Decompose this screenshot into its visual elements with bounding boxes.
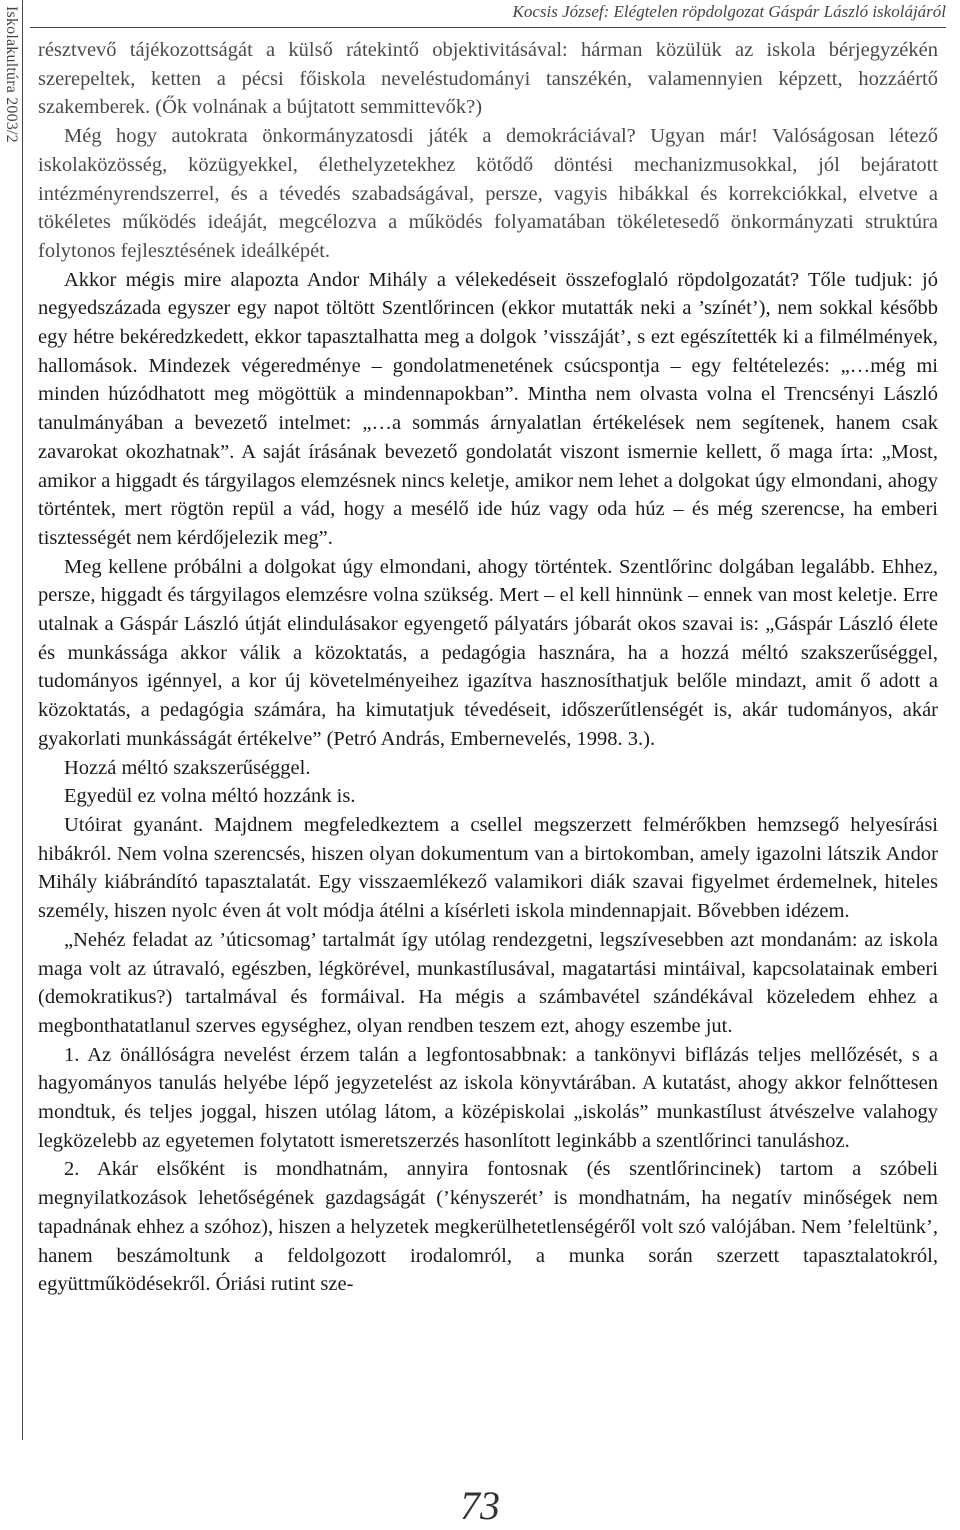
numbered-paragraph: 1. Az önállóságra nevelést érzem talán a legfontosabbnak: a tankönyvi biflázás teljes mellőzését, s a hagyományos tanulás helyébe lépő jegyzetelést az iskola könyvtárában. A kutatást, ahogy akkor felnőttesen mondtuk, és teljes joggal, hiszen utólag látom, a középiskolai „iskolás” munkastílust átvészelve valahogy legközelebb az egyetemen folytatott ismeretszerzés hasonlított leginkább a szentlőrinci tanuláshoz. (38, 1043, 938, 1152)
running-header: Kocsis József: Elégtelen röpdolgozat Gáspár László iskolájáról (30, 0, 946, 28)
page-number: 73 (460, 1483, 500, 1528)
paragraph: Utóirat gyanánt. Majdnem megfeledkeztem a csellel megszerzett felmérőkben hemzsegő helyesírási hibákról. Nem volna szerencsés, hiszen olyan dokumentum van a birtokomban, amely igazolni látszik Andor Mihály kiábrándító tapasztalatát. Egy visszaemlékező valamikori diák szavai figyelmet érdemelnek, hiteles személy, hiszen nyolc éven át volt módja átélni a kísérleti iskola mindennapjait. Bővebben idézem. (38, 813, 938, 923)
article-body (38, 36, 938, 1299)
paragraph: Meg kellene próbálni a dolgokat úgy elmondani, ahogy történtek. Szentlőrinc dolgában legalább. Ehhez, persze, higgadt és tárgyilagos elemzésre volna szükség. Mert – el kell hinnünk – ennek van most keletje. Erre utalnak a Gáspár László útját elindulásakor egyengető pályatárs jóbarát okos szavai is: „Gáspár László élete és munkássága akkor válik a közoktatás, a pedagógia hasznára, ha a hozzá méltó szakszerűséggel, tudományos igénnyel, a kor új követelményeihez igazítva hasznosíthatjuk belőle mindazt, amit ő adott a közoktatás, a pedagógia számára, ha kimutatjuk tévedéseit, időszerűtlenségét is, akár tudományos, akár gyakorlati munkásságát értékelve” (Petró András, Embernevelés, 1998. 3.). (38, 555, 938, 750)
paragraph: résztvevő tájékozottságát a külső rátekintő objektivitásával: hárman közülük az iskola bérjegyzékén szerepeltek, ketten a pécsi főiskola neveléstudományi tanszékén, valamennyien képzett, hozzáértő szakemberek. (Ők volnának a bújtatott semmittevők?) (38, 39, 938, 119)
paragraph: Egyedül ez volna méltó hozzánk is. (64, 785, 356, 808)
numbered-paragraph: 2. Akár elsőként is mondhatnám, annyira fontosnak (és szentlőrincinek) tartom a szóbeli megnyilatkozások lehetőségének gazdagságát (’kényszerét’ is mondhatnám, ha negatív minőségek nem tapadnának ehhez a szóhoz), hiszen a helyzetek megkerülhetetlenségéről volt szó valójában. Nem ’feleltünk’, hanem beszámoltunk a feldolgozott irodalomról, a munka során szerzett tapasztalatokról, együttműködésekről. Óriási rutint sze- (38, 1158, 938, 1296)
paragraph: Még hogy autokrata önkormányzatosdi játék a demokráciával? Ugyan már! Valóságosan létező iskolaközösség, közügyekkel, élethelyzetekhez kötődő döntési mechanizmusokkal, jól bejáratott intézményrendszerrel, és a tévedés szabadságával, persze, vagyis hibákkal és korrekciókkal, elvetve a tökéletes működés ideáját, megcélozva a működés folyamatában tökéletesedő önkormányzati struktúra folytonos fejlesztésének ideálképét. (38, 125, 938, 262)
paragraph: Hozzá méltó szakszerűséggel. (64, 756, 311, 779)
paragraph: Akkor mégis mire alapozta Andor Mihály a vélekedéseit összefoglaló röpdolgozatát? Tőle tudjuk: jó negyedszázada egyszer egy napot töltött Szentlőrincen (ekkor mutatták neki a ’színét’), nem sokkal később egy hétre bekéredzkedett, ekkor tapasztalhatta meg a dolgok ’visszáját’, s ezt egészítették ki a filmélmények, hallomások. Mindezek végeredménye – gondolatmenetének csúcspontja – egy feltételezés: „…még mi minden húzódhatott meg mögöttük a mindennapokban”. Mintha nem olvasta volna el Trencsényi László tanulmányában a bevezető intelmet: „…a sommás árnyalatlan értékelések nem segítenek, hanem csak zavarokat okozhatnak”. A saját írásának bevezető gondolatát viszont ismernie kellett, ő maga írta: „Most, amikor a higgadt és tárgyilagos elemzésnek nincs keletje, amikor nem lehet a dolgokat úgy elmondani, ahogy történtek, mert rögtön repül a vád, hogy a mesélő ide húz vagy oda húz – és még szerencse, ha emberi tisztességét nem kérdőjelezik meg”. (38, 268, 938, 549)
journal-sidebar (0, 0, 23, 1440)
journal-label: Iskolakultúra 2003/2 (3, 6, 20, 143)
quote-paragraph: „Nehéz feladat az ’úticsomag’ tartalmát így utólag rendezgetni, legszívesebben azt mondanám: az iskola maga volt az útravaló, egészben, légkörével, munkastílusával, magatartási mintáival, kapcsolatainak emberi (demokratikus?) tartalmával és formáival. Ha mégis a számbavétel szándékával közeledem ehhez a megbonthatatlanul szerves egységhez, olyan rendben teszem ezt, ahogy eszembe jut. (38, 928, 938, 1037)
